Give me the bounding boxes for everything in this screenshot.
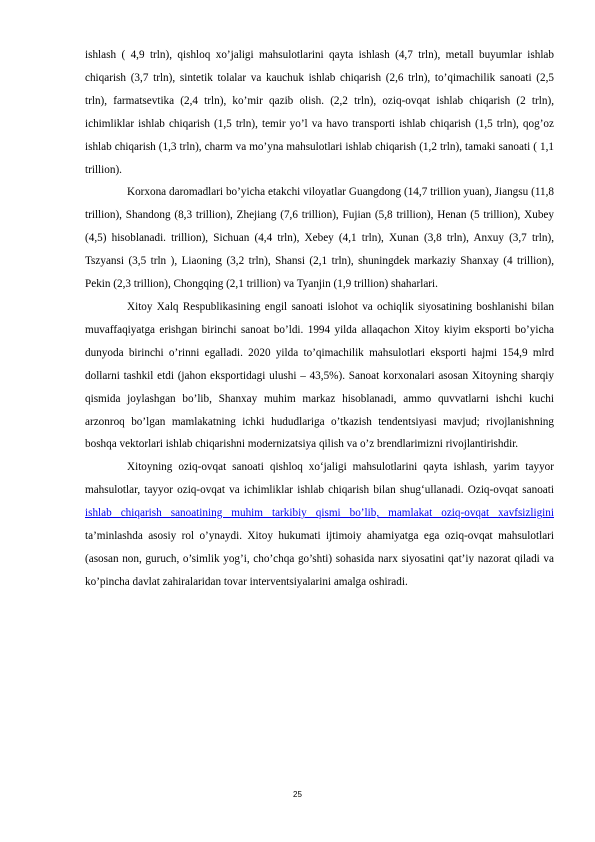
paragraph-food-industry bbox=[85, 456, 554, 593]
paragraph-light-industry: Xitoy Xalq Respublikasining engil sanoati islohot va ochiqlik siyosatining boshlanishi bilan muvaffaqiyatga erishgan birinchi sanoat bo’ldi. 1994 yilda allaqachon Xitoy kiyim eksporti bo’yicha dunyoda birinchi o’rinni egalladi. 2020 yilda to’qimachilik mahsulotlari eksporti hajmi 154,9 mlrd dollarni tashkil etdi (jahon eksportidagi ulushi – 43,5%). Sanoat korxonalari asosan Xitoyning sharqiy qismida joylashgan bo’lib, Shanxay muhim markaz hisoblanadi, ammo quvvatlarni ishchi kuchi arzonroq bo’lgan mamlakatning ichki hududlariga o’tkazish tendentsiyasi mavjud; rivojlanishning boshqa vektorlari ishlab chiqarishni modernizatsiya qilish va o’z brendlarimizni rivojlantirishdir. bbox=[85, 300, 554, 451]
paragraph-text-after-link: ta’minlashda asosiy rol o’ynaydi. Xitoy hukumati ijtimoiy ahamiyatga ega oziq-ovqat mahsulotlari (asosan non, guruch, o’simlik yog’i, cho’chqa go’shti) sohasida narx siyosatini qat’iy nazorat qiladi va ko’pincha davlat zahiralaridan tovar interventsiyalarini amalga oshiradi. bbox=[85, 530, 554, 588]
page-number: 25 bbox=[293, 790, 302, 799]
paragraph-text-before-link: Xitoyning oziq-ovqat sanoati qishloq xo‘jaligi mahsulotlarini qayta ishlash, yarim tayyor mahsulotlar, tayyor oziq-ovqat va ichimliklar ishlab chiqarish bilan shug‘ullanadi. Oziq-ovqat sanoati bbox=[85, 461, 554, 497]
paragraph-industry-revenues: ishlash ( 4,9 trln), qishloq xo’jaligi mahsulotlarini qayta ishlash (4,7 trln), metall buyumlar ishlab chiqarish (3,7 trln), sintetik tolalar va kauchuk ishlab chiqarish (2,6 trln), to’qimachilik sanoati (2,5 trln), farmatsevtika (2,4 trln), ko’mir qazib olish. (2,2 trln), oziq-ovqat ishlab chiqarish (2 trln), ichimliklar ishlab chiqarish (1,5 trln), temir yo’l va havo transporti ishlab chiqarish (1,5 trln), qog’oz ishlab chiqarish (1,3 trln), charm va mo’yna mahsulotlari ishlab chiqarish (1,2 trln), tamaki sanoati ( 1,1 trillion). bbox=[85, 49, 554, 176]
document-body bbox=[85, 44, 554, 594]
food-security-link[interactable]: ishlab chiqarish sanoatining muhim tarkibiy qismi bo’lib, mamlakat oziq-ovqat xavfsizligini bbox=[85, 507, 554, 520]
paragraph-leading-provinces: Korxona daromadlari bo’yicha etakchi viloyatlar Guangdong (14,7 trillion yuan), Jiangsu (11,8 trillion), Shandong (8,3 trillion), Zhejiang (7,6 trillion), Fujian (5,8 trillion), Henan (5 trillion), Xubey (4,5) hisoblanadi. trillion), Sichuan (4,4 trln), Xebey (4,1 trln), Xunan (3,8 trln), Anxuy (3,7 trln), Tszyansi (3,5 trln ), Liaoning (3,2 trln), Shansi (2,1 trln), shuningdek markaziy Shanxay (4 trillion), Pekin (2,3 trillion), Chongqing (2,1 trillion) va Tyanjin (1,9 trillion) shaharlari. bbox=[85, 186, 554, 291]
